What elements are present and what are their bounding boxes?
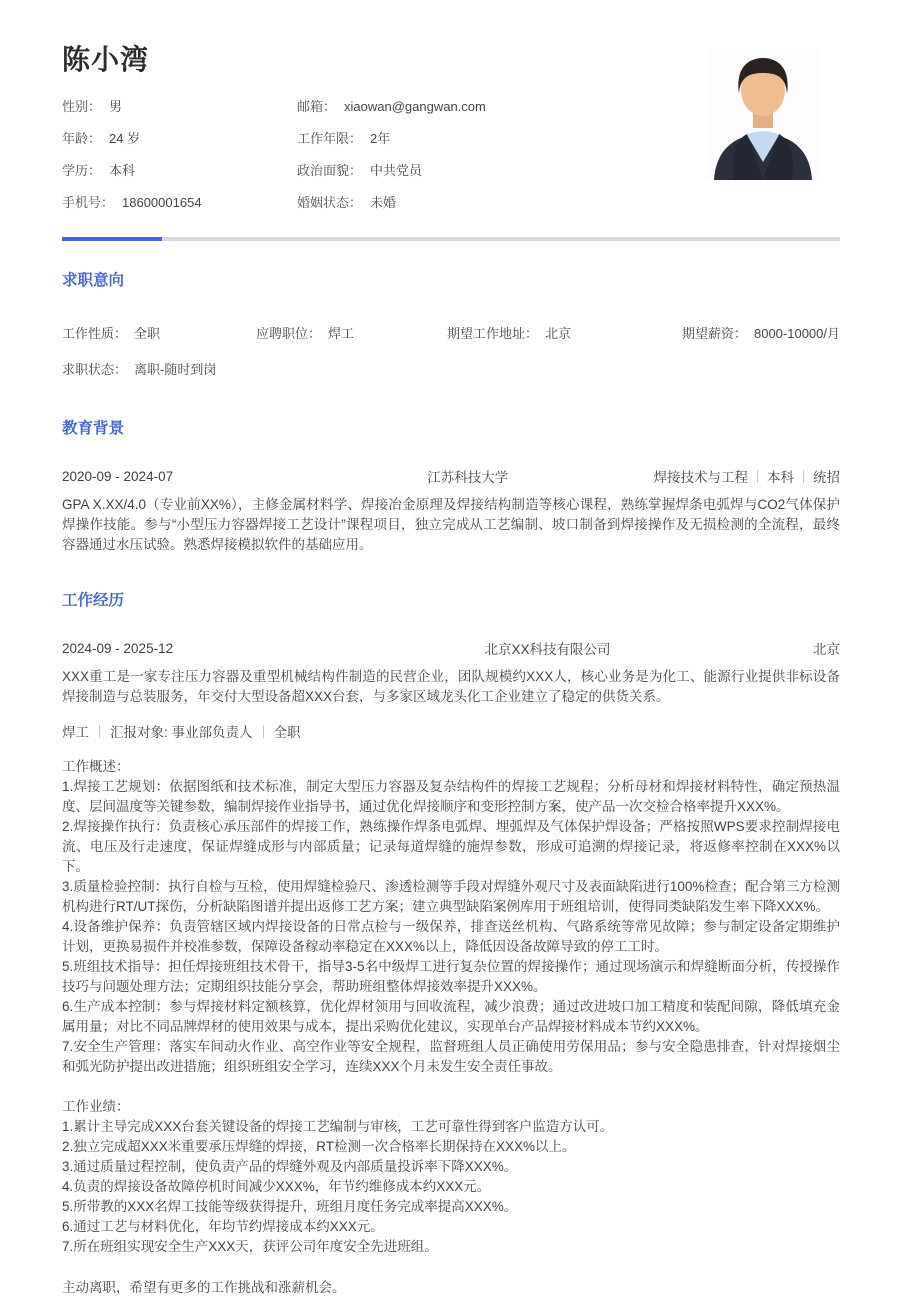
work-summary-list [62, 777, 840, 1077]
profile-photo-illustration [706, 48, 820, 180]
info-education: 学历： 本科 [62, 163, 136, 178]
leave-reason: 主动离职，希望有更多的工作挑战和涨薪机会。 [62, 1280, 346, 1295]
separator [99, 725, 100, 738]
work-achievement-item: 2.独立完成超XXX米重要承压焊缝的焊接，RT检测一次合格率长期保持在XXX%以上。 [62, 1139, 576, 1154]
experience-row [62, 638, 840, 658]
separator [263, 725, 264, 738]
separator [757, 470, 758, 483]
education-school: 江苏科技大学 [427, 470, 509, 485]
section-job-intention [62, 268, 840, 378]
resume-header [62, 0, 840, 211]
work-achievement-list [62, 1117, 840, 1257]
section-title-intention: 求职意向 [62, 272, 125, 289]
work-summary-item: 4.设备维护保养：负责管辖区域内焊接设备的日常点检与一级保养，排查送丝机构、气路系统等常见故障；参与制定设备定期维护计划，更换易损件并校准参数，保障设备稼动率稳定在XXX%以上，降低因设备故障导致的停工工时。 [62, 919, 840, 954]
education-description: GPA X.XX/4.0（专业前XX%），主修金属材料学、焊接冶金原理及焊接结构制造等核心课程，熟练掌握焊条电弧焊与CO2气体保护焊操作技能。参与“小型压力容器焊接工艺设计”课程项目，独立完成从工艺编制、坡口制备到焊接操作及无损检测的全流程，最终容器通过水压试验。熟悉焊接模拟软件的基础应用。 [62, 497, 840, 552]
section-work-experience [62, 588, 840, 1296]
profile-photo [706, 48, 820, 180]
field-target-position: 应聘职位： 焊工 [256, 326, 355, 341]
candidate-name: 陈小湾 [62, 44, 150, 75]
field-expected-salary: 期望薪资： 8000-10000/月 [681, 326, 840, 341]
info-email: 邮箱： xiaowan@gangwan.com [297, 99, 486, 114]
work-achievement-title: 工作业绩： [62, 1099, 130, 1114]
education-degree: 本科 [767, 470, 794, 485]
experience-city: 北京 [813, 642, 840, 657]
work-achievement-item: 1.累计主导完成XXX台套关键设备的焊接工艺编制与审核，工艺可靠性得到客户监造方认可。 [62, 1119, 614, 1134]
section-title-education: 教育背景 [62, 420, 125, 437]
experience-report-to: 汇报对象: 事业部负责人 [110, 725, 253, 740]
field-job-nature: 工作性质： 全职 [62, 326, 161, 341]
field-target-location: 期望工作地址： 北京 [447, 326, 572, 341]
spacer [62, 1077, 840, 1097]
separator [803, 470, 804, 483]
info-political: 政治面貌： 中共党员 [297, 163, 423, 178]
education-enroll-type: 统招 [813, 470, 840, 485]
education-major: 焊接技术与工程 [653, 470, 748, 485]
work-achievement-item: 5.所带教的XXX名焊工技能等级获得提升，班组月度任务完成率提高XXX%。 [62, 1199, 518, 1214]
experience-job-type: 全职 [273, 725, 301, 740]
work-summary-item: 3.质量检验控制：执行自检与互检，使用焊缝检验尺、渗透检测等手段对焊缝外观尺寸及表面缺陷进行100%检查；配合第三方检测机构进行RT/UT探伤，分析缺陷图谱并提出返修工艺方案；建立典型缺陷案例库用于班组培训，使得同类缺陷发生率下降XXX%。 [62, 879, 840, 914]
header-divider [62, 237, 840, 241]
info-gender: 性别： 男 [62, 99, 123, 114]
work-summary-item: 7.安全生产管理：落实车间动火作业、高空作业等安全规程，监督班组人员正确使用劳保用品；参与安全隐患排查，针对焊接烟尘和弧光防护提出改进措施；组织班组安全学习，连续XXX个月未发生安全责任事故。 [62, 1039, 840, 1074]
work-summary-title: 工作概述： [62, 759, 130, 774]
section-title-experience: 工作经历 [62, 592, 125, 609]
education-row [62, 466, 840, 486]
work-achievement-item: 4.负责的焊接设备故障停机时间减少XXX%，年节约维修成本约XXX元。 [62, 1179, 491, 1194]
section-education [62, 416, 840, 555]
field-job-status: 求职状态： 离职-随时到岗 [62, 362, 217, 377]
info-phone: 手机号： 18600001654 [62, 195, 202, 210]
company-intro: XXX重工是一家专注压力容器及重型机械结构件制造的民营企业，团队规模约XXX人，核心业务是为化工、能源行业提供非标设备焊接制造与总装服务，年交付大型设备超XXX台套，与多家区域龙头化工企业建立了稳定的供货关系。 [62, 669, 840, 704]
education-period: 2020-09 - 2024-07 [62, 468, 174, 484]
info-age: 年龄： 24 岁 [62, 131, 141, 146]
work-summary-item: 2.焊接操作执行：负责核心承压部件的焊接工作，熟练操作焊条电弧焊、埋弧焊及气体保护焊设备；严格按照WPS要求控制焊接电流、电压及行走速度，保证焊缝成形与内部质量；记录每道焊缝的施焊参数，形成可追溯的焊接记录，将返修率控制在XXX%以下。 [62, 819, 840, 874]
intention-fields-row [62, 323, 840, 342]
experience-meta-row [62, 721, 840, 741]
work-summary-item: 6.生产成本控制：参与焊接材料定额核算，优化焊材领用与回收流程，减少浪费；通过改进坡口加工精度和装配间隙，降低填充金属用量；对比不同品牌焊材的使用效果与成本，提出采购优化建议，实现单台产品焊接材料成本节约XXX%。 [62, 999, 840, 1034]
work-achievement-item: 3.通过质量过程控制，使负责产品的焊缝外观及内部质量投诉率下降XXX%。 [62, 1159, 518, 1174]
work-summary-item: 1.焊接工艺规划：依据图纸和技术标准，制定大型压力容器及复杂结构件的焊接工艺规程；分析母材和焊接材料特性，确定预热温度、层间温度等关键参数，编制焊接作业指导书，通过优化焊接顺序和变形控制方案，使产品一次交检合格率提升XXX%。 [62, 779, 840, 814]
education-degree-group [654, 466, 841, 486]
experience-period: 2024-09 - 2025-12 [62, 640, 174, 656]
experience-company: 北京XX科技有限公司 [484, 642, 611, 657]
info-marital: 婚姻状态： 未婚 [297, 195, 397, 210]
experience-position: 焊工 [62, 725, 89, 740]
basic-info-grid [62, 96, 622, 211]
divider-accent-bar [62, 237, 162, 241]
work-achievement-item: 7.所在班组实现安全生产XXX天，获评公司年度安全先进班组。 [62, 1239, 438, 1254]
work-achievement-item: 6.通过工艺与材料优化，年均节约焊接成本约XXX元。 [62, 1219, 384, 1234]
work-summary-item: 5.班组技术指导：担任焊接班组技术骨干，指导3-5名中级焊工进行复杂位置的焊接操作；通过现场演示和焊缝断面分析，传授操作技巧与问题处理方法；定期组织技能分享会，帮助班组整体焊接效率提升XXX%。 [62, 959, 840, 994]
info-years: 工作年限： 2年 [297, 131, 391, 146]
